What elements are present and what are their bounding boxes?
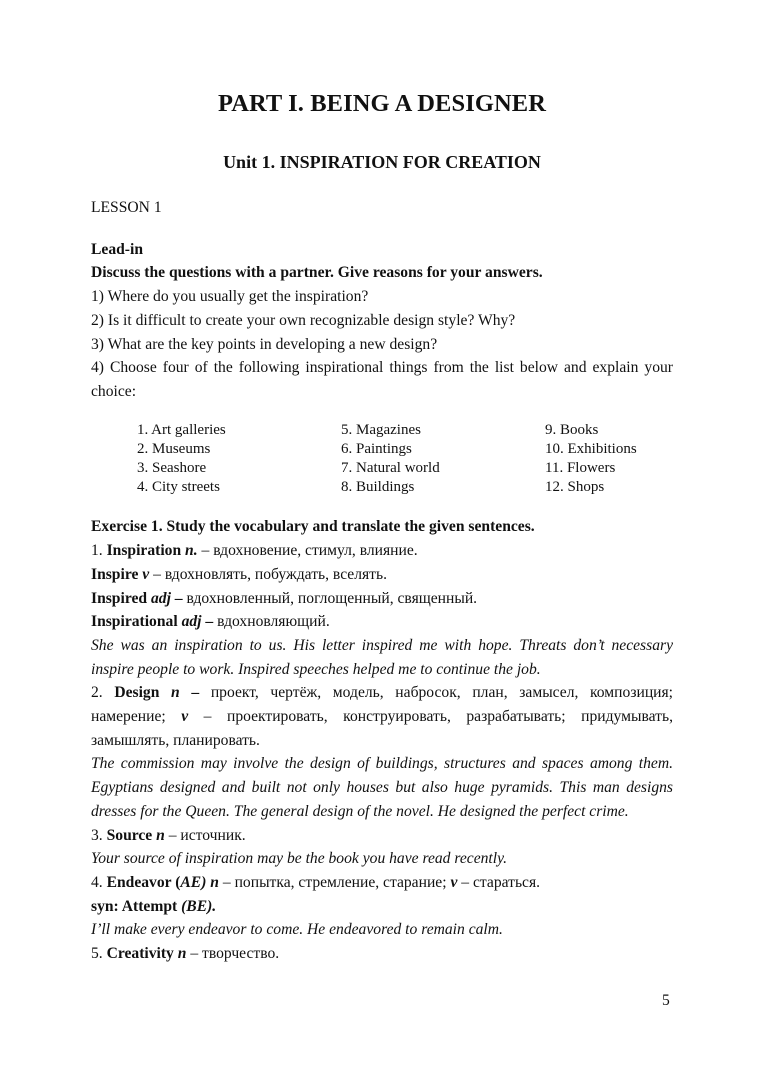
- vocab-entry: [91, 871, 673, 895]
- vocab-word: Inspirational: [91, 613, 178, 631]
- unit-title: Unit 1. INSPIRATION FOR CREATION: [223, 152, 541, 172]
- vocab-word: Inspired: [91, 589, 148, 607]
- vocab-entry: [91, 681, 673, 752]
- question-item: 3) What are the key points in developing a new design?: [91, 335, 438, 353]
- leadin-heading: Lead-in: [91, 240, 143, 258]
- vocab-definition: – источник.: [164, 826, 246, 844]
- part-of-speech: n.: [185, 542, 198, 560]
- vocab-entry: [91, 942, 673, 966]
- list-item: 12. Shops: [545, 479, 605, 496]
- part-of-speech: n: [177, 945, 187, 963]
- lesson-label: LESSON 1: [91, 199, 162, 216]
- vocab-definition: вдохновляющий.: [217, 613, 330, 631]
- list-item: 1. Art galleries: [137, 421, 226, 438]
- vocab-word: Endeavor: [106, 873, 172, 891]
- entry-number: 3.: [91, 826, 107, 844]
- list-item: 9. Books: [545, 421, 599, 438]
- variant-label: (BE).: [181, 897, 217, 915]
- example-sentences: I’ll make every endeavor to come. He endeavored to remain calm.: [91, 921, 503, 939]
- vocab-definition: – вдохновение, стимул, влияние.: [197, 542, 418, 560]
- vocab-definition: – попытка, стремление, старание;: [218, 873, 451, 891]
- vocab-word: Creativity: [106, 945, 174, 963]
- vocab-definition: – стараться.: [457, 873, 541, 891]
- vocab-word: Inspiration: [106, 542, 182, 560]
- variant-label: AE): [180, 873, 207, 891]
- entry-number: 5.: [91, 945, 107, 963]
- list-item: 6. Paintings: [341, 440, 412, 457]
- vocab-definition: – вдохновлять, побуждать, вселять.: [149, 565, 388, 583]
- vocab-entry: [91, 610, 673, 634]
- inspiration-list: [137, 421, 673, 498]
- example-sentences: She was an inspiration to us. His letter inspired me with hope. Threats don’t necessary inspire people to work. Inspired speeches helped me to continue the job.: [91, 636, 673, 678]
- question-item: 2) Is it difficult to create your own recognizable design style? Why?: [91, 311, 516, 329]
- dash: –: [170, 589, 187, 607]
- vocab-entry: [91, 563, 673, 587]
- example-sentences: Your source of inspiration may be the book you have read recently.: [91, 850, 508, 868]
- synonym-line: [91, 895, 673, 919]
- vocab-word: Inspire: [91, 565, 139, 583]
- page-number: 5: [662, 992, 670, 1009]
- list-item: 7. Natural world: [341, 460, 440, 477]
- list-item: 10. Exhibitions: [545, 440, 637, 457]
- vocab-definition: вдохновленный, поглощенный, священный.: [186, 589, 478, 607]
- part-of-speech: n: [210, 873, 219, 891]
- vocab-entry: [91, 539, 673, 563]
- leadin-instruction: Discuss the questions with a partner. Give reasons for your answers.: [91, 264, 543, 282]
- vocab-definition: проект, чертёж, модель, набросок, план, замысел, композиция; намерение;: [91, 684, 674, 726]
- vocab-definition: – проектировать, конструировать, разрабатывать; придумывать, замышлять, планировать.: [91, 708, 673, 749]
- example-sentences: The commission may involve the design of buildings, structures and spaces among them. Egyptians designed and built not only houses but also huge pyramids. This man designs dresses for the Queen. The general design of the novel. He designed the perfect crime.: [91, 755, 673, 820]
- part-of-speech: v: [181, 708, 189, 726]
- list-item: 4. City streets: [137, 479, 220, 496]
- part-of-speech: adj: [150, 589, 171, 607]
- part-of-speech: v: [450, 873, 458, 891]
- list-item: 2. Museums: [137, 440, 211, 457]
- vocab-entry: [91, 824, 673, 848]
- question-item: 1) Where do you usually get the inspiration?: [91, 288, 369, 306]
- part-of-speech: n: [156, 826, 165, 844]
- part-of-speech: adj: [181, 613, 202, 631]
- question-item: 4) Choose four of the following inspirational things from the list below and explain your choice:: [91, 359, 673, 400]
- dash: –: [179, 684, 211, 702]
- list-item: 3. Seashore: [137, 460, 207, 477]
- page-title: PART I. BEING A DESIGNER: [217, 90, 547, 117]
- synonym-label: syn: Attempt: [91, 897, 182, 915]
- part-of-speech: v: [142, 565, 150, 583]
- list-item: 11. Flowers: [545, 460, 616, 477]
- entry-number: 2.: [91, 684, 115, 702]
- entry-number: 1.: [91, 542, 107, 560]
- paren: (: [171, 873, 181, 891]
- vocab-definition: – творчество.: [186, 945, 280, 963]
- part-of-speech: n: [171, 684, 180, 702]
- page-content: [91, 196, 673, 966]
- dash: –: [201, 613, 218, 631]
- list-item: 8. Buildings: [341, 479, 415, 496]
- vocab-entry: [91, 587, 673, 611]
- exercise-heading: Exercise 1. Study the vocabulary and translate the given sentences.: [91, 518, 535, 536]
- entry-number: 4.: [91, 873, 107, 891]
- vocab-word: Source: [106, 826, 153, 844]
- vocab-word: Design: [114, 684, 160, 702]
- list-item: 5. Magazines: [341, 421, 421, 438]
